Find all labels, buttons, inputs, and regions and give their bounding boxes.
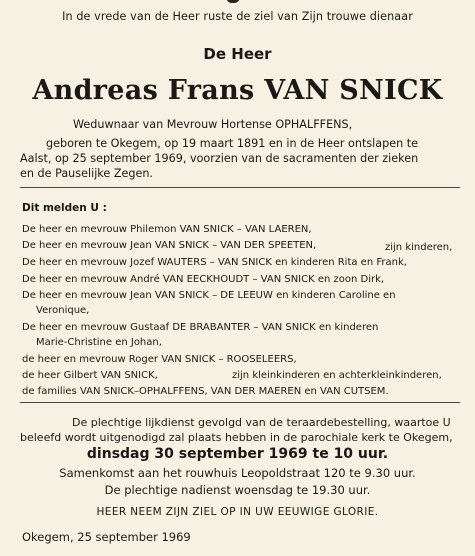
- family-line: De heer en mevrouw Gustaaf DE BRABANTER – VAN SNICK en kinderen: [22, 322, 379, 333]
- bio-line-2: Aalst, op 25 september 1969, voorzien van de sacramenten der zieken: [20, 152, 419, 165]
- family-line: Veronique,: [36, 305, 90, 316]
- family-line: de heer Gilbert VAN SNICK,: [22, 370, 158, 381]
- service-line-2: beleefd wordt uitgenodigd zal plaats hebben in de parochiale kerk te Okegem,: [20, 431, 453, 444]
- family-line: de families VAN SNICK–OPHALFFENS, VAN DER MAEREN en VAN CUTSEM.: [22, 386, 389, 397]
- announce-heading: Dit melden U :: [22, 202, 107, 214]
- service-line-1: De plechtige lijkdienst gevolgd van de teraardebestelling, waartoe U: [72, 416, 451, 429]
- bio-line-3: en de Pauselijke Zegen.: [20, 167, 153, 180]
- family-relation: zijn kinderen,: [385, 242, 453, 253]
- widower-line: Weduwnaar van Mevrouw Hortense OPHALFFENS,: [73, 118, 353, 131]
- family-relation: zijn kleinkinderen en achterkleinkinderen,: [232, 370, 442, 381]
- service-date: dinsdag 30 september 1969 te 10 uur.: [86, 446, 389, 462]
- family-line: De heer en mevrouw André VAN EECKHOUDT – VAN SNICK en zoon Dirk,: [22, 274, 385, 285]
- honorific: De Heer: [203, 45, 272, 63]
- place-date: Okegem, 25 september 1969: [22, 530, 191, 544]
- gathering-line: Samenkomst aan het rouwhuis Leopoldstraat 120 te 9.30 uur.: [59, 466, 416, 480]
- intro-line: In de vrede van de Heer ruste de ziel van Zijn trouwe dienaar: [62, 10, 413, 23]
- cross-mark-icon: [226, 0, 240, 3]
- family-line: De heer en mevrouw Jean VAN SNICK – DE LEEUW en kinderen Caroline en: [22, 290, 396, 301]
- family-line: Marie-Christine en Johan,: [36, 337, 162, 348]
- divider-bottom: [20, 402, 460, 403]
- family-line: De heer en mevrouw Jozef WAUTERS – VAN SNICK en kinderen Rita en Frank,: [22, 257, 407, 268]
- family-line: De heer en mevrouw Philemon VAN SNICK – VAN LAEREN,: [22, 224, 312, 235]
- family-line: De heer en mevrouw Jean VAN SNICK – VAN DER SPEETEN,: [22, 240, 317, 251]
- family-line: de heer en mevrouw Roger VAN SNICK – ROOSELEERS,: [22, 354, 297, 365]
- divider-top: [20, 187, 460, 188]
- prayer-line: HEER NEEM ZIJN ZIEL OP IN UW EEUWIGE GLORIE.: [96, 506, 379, 518]
- deceased-name: Andreas Frans VAN SNICK: [32, 75, 443, 106]
- mass-line: De plechtige nadienst woensdag te 19.30 uur.: [104, 483, 371, 497]
- bio-line-1: geboren te Okegem, op 19 maart 1891 en in de Heer ontslapen te: [46, 137, 419, 150]
